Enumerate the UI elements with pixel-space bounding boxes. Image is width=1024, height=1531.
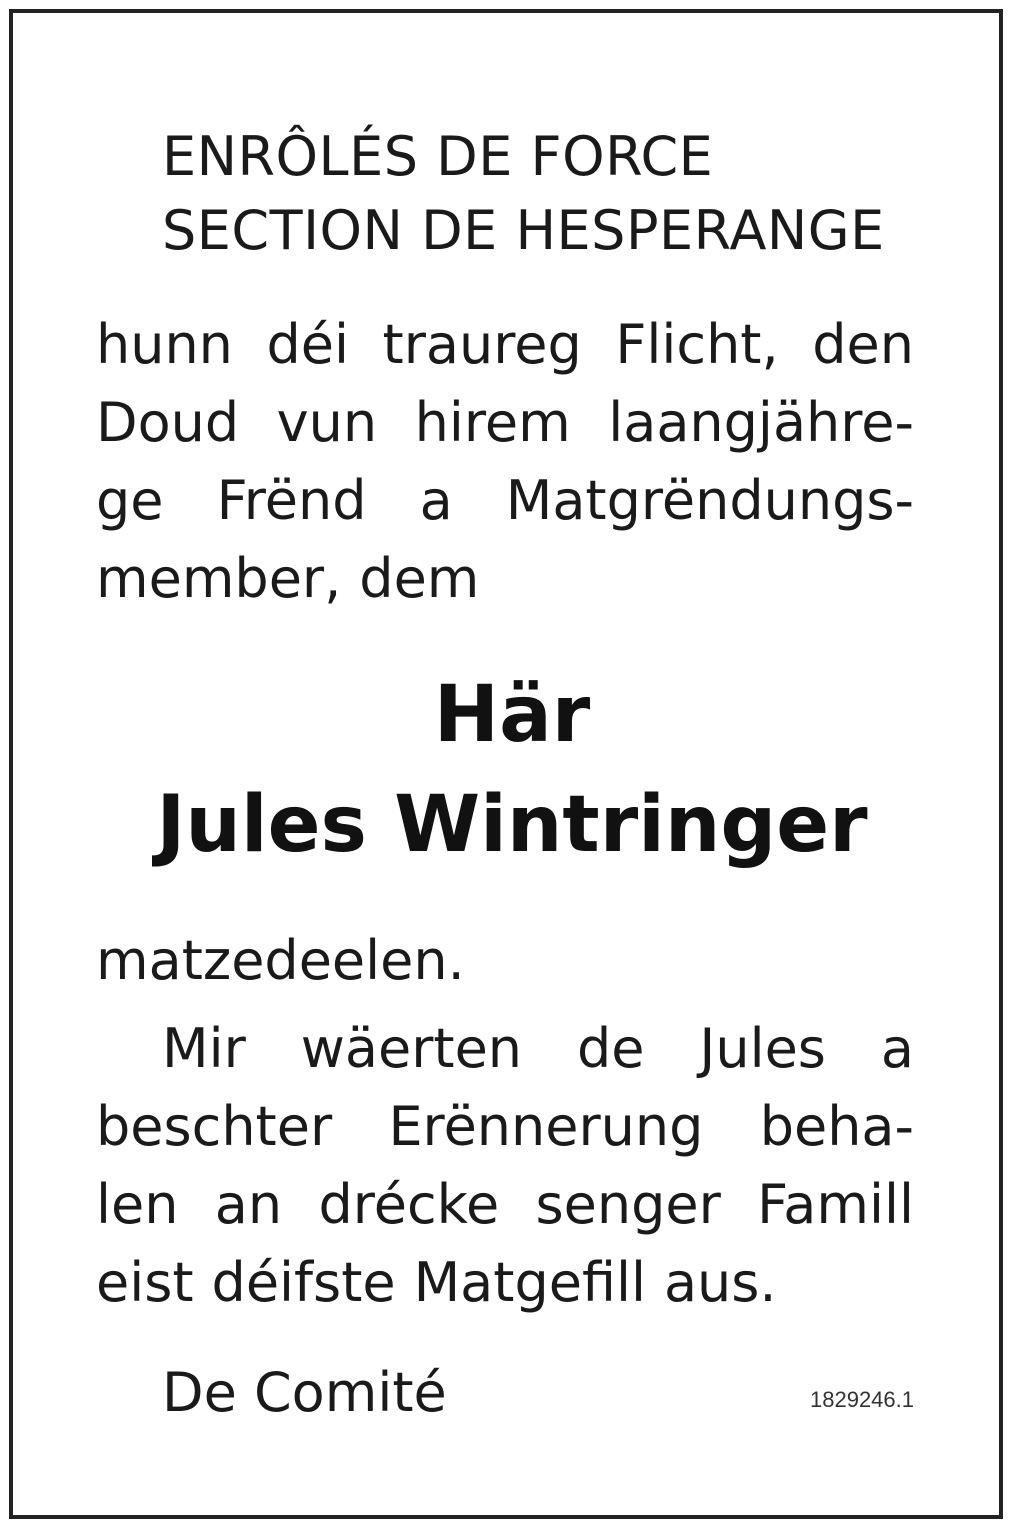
deceased-name: Jules Wintringer [156,780,868,870]
after-name-line: matzedeelen. [96,929,465,992]
closing-line [96,1173,914,1236]
word: laangjähre- [608,391,914,454]
organization-line-2: SECTION DE HESPERANGE [162,199,885,262]
word: Flicht, [615,313,779,376]
word: an [214,1173,283,1236]
word: Doud [96,391,240,454]
word: drécke [318,1173,500,1236]
intro-line [96,469,914,532]
word: de [576,1017,645,1080]
word: Erënnerung [388,1095,704,1158]
word: eist [96,1251,194,1314]
word: déifste [211,1251,396,1314]
intro-line [96,313,914,376]
word: a [880,1017,914,1080]
word: dem [359,547,480,610]
closing-line [162,1017,914,1080]
word: aus. [663,1251,777,1314]
word: ge [96,469,164,532]
closing-line [96,1251,777,1314]
deceased-title: Här [433,670,591,760]
word: den [812,313,914,376]
word: déi [266,313,349,376]
intro-line [96,547,480,610]
word: beha- [759,1095,914,1158]
word: len [96,1173,179,1236]
word: a [419,469,453,532]
word: vun [276,391,378,454]
word: Mir [162,1017,246,1080]
word: Famill [757,1173,914,1236]
reference-number: 1829246.1 [810,1387,914,1412]
word: Jules [699,1017,826,1080]
intro-line [96,391,914,454]
word: Matgefill [413,1251,646,1314]
word: traureg [382,313,582,376]
word: hunn [96,313,233,376]
word: wäerten [300,1017,523,1080]
word: Frënd [216,469,367,532]
signature: De Comité [162,1361,447,1424]
word: member, [96,547,342,610]
word: Matgrëndungs- [505,469,914,532]
word: hirem [414,391,571,454]
word: beschter [96,1095,333,1158]
closing-line [96,1095,914,1158]
organization-line-1: ENRÔLÉS DE FORCE [162,125,714,188]
word: senger [535,1173,721,1236]
